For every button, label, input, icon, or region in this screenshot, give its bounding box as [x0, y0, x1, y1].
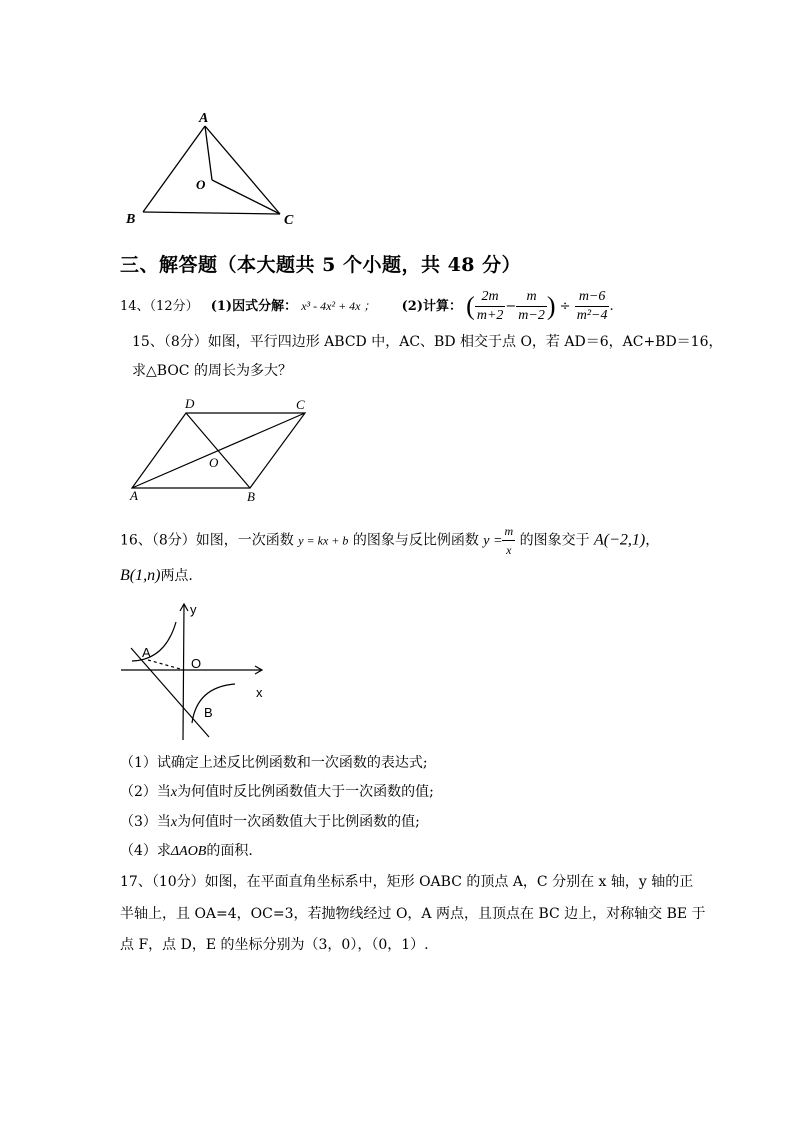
q16-inverse-frac: $\frac{m}{x}$: [504, 524, 514, 557]
question-17-line1: 17、（10分）如图，在平面直角坐标系中，矩形 OABC 的顶点 A，C 分别在 x 轴，y 轴的正: [120, 874, 694, 890]
q16-sub1: （1）试确定上述反比例函数和一次函数的表达式;: [120, 755, 428, 771]
parallelogram-label-d: D: [185, 396, 195, 411]
q14-part1-label: (1)因式分解：: [210, 299, 298, 314]
question-17-line2: 半轴上，且 OA=4，OC=3，若抛物线经过 O，A 两点，且顶点在 BC 边上，对称轴交 BE 于: [120, 906, 706, 922]
graph-label-a: A: [142, 645, 151, 660]
triangle-label-a: A: [199, 111, 209, 126]
triangle-label-o: O: [196, 177, 206, 192]
q14-end: .: [609, 299, 614, 314]
q14-frac1: $\frac{2m}{m+2}$: [476, 289, 504, 323]
graph-label-y: y: [190, 602, 197, 617]
question-15-line1: 15、（8分）如图，平行四边形 ABCD 中，AC、BD 相交于点 O，若 AD＝6，AC+BD＝16，: [132, 334, 723, 350]
parallelogram-label-b: B: [247, 489, 255, 504]
q14-part2-label: (2)计算：: [401, 299, 463, 314]
question-16-line1: 16、（8分）如图，一次函数 y = kx + b 的图象与反比例函数 y = $\frac{m}{x}$ 的图象交于 A(−2,1)，: [120, 524, 660, 557]
parallelogram-label-c: C: [296, 397, 305, 412]
q14-divide: ÷: [559, 299, 571, 314]
q14-minus: −: [505, 299, 517, 314]
question-15-line2: 求△BOC 的周长为多大？: [132, 363, 292, 379]
question-16-line2: B(1,n)两点.: [120, 567, 193, 584]
q16-inverse-lhs: y =: [483, 533, 503, 549]
q14-part1-expr: x³ - 4x² + 4x ；: [301, 299, 376, 313]
q14-number: 14、（12分）: [120, 299, 199, 314]
q16-linear-eq: y = kx + b: [298, 533, 349, 548]
parallelogram-label-a: A: [130, 488, 138, 503]
q16-sub3: （3）当x为何值时一次函数值大于比例函数的值;: [120, 814, 420, 830]
q14-frac3: $\frac{m-6}{\text{m²−4}}$: [576, 289, 608, 323]
question-14: 14、（12分） (1)因式分解： x³ - 4x² + 4x ； (2)计算： ( $\frac{2m}{m+2}$ − $\frac{m}{m-2}$ ) ÷ $\frac{m-6}{\text{m²−4}}$ .: [120, 289, 614, 323]
q14-frac2: $\frac{m}{m-2}$: [518, 289, 545, 323]
graph-label-o: O: [191, 656, 202, 671]
graph-label-x: x: [256, 685, 263, 700]
section-heading: 三、解答题（本大题共 5 个小题，共 48 分）: [120, 254, 522, 276]
triangle-label-c: C: [284, 213, 294, 228]
graph-label-b: B: [204, 705, 213, 720]
q16-sub4: （4）求ΔAOB的面积.: [120, 843, 253, 859]
question-17-line3: 点 F，点 D，E 的坐标分别为（3，0），（0，1）.: [120, 937, 429, 953]
parallelogram-label-o: O: [209, 455, 219, 470]
q16-sub2: （2）当x为何值时反比例函数值大于一次函数的值;: [120, 784, 434, 800]
q16-point-b: B(1,n): [120, 567, 161, 584]
q16-point-a: A(−2,1): [594, 531, 646, 549]
triangle-label-b: B: [126, 212, 136, 227]
